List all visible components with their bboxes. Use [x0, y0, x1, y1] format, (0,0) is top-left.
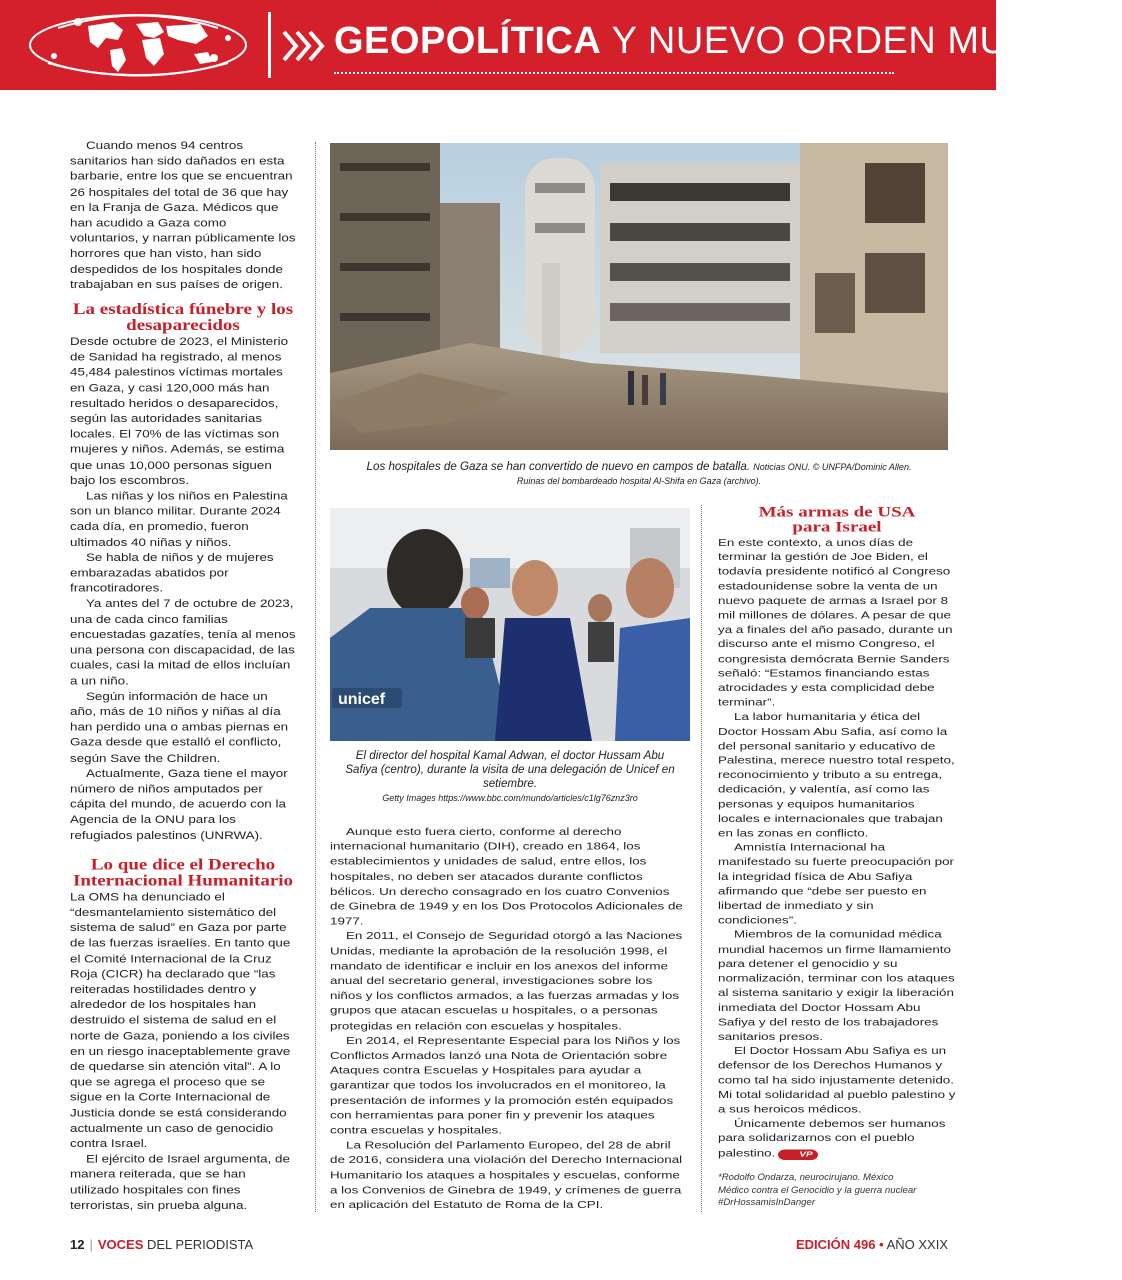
paragraph: La OMS ha denunciado el “desmantelamiento sistemático del sistema de salud” en Gaza por parte de las fuerzas israelíes. En tanto que el Comité Internacional de la Cruz Roja (CICR) ha declarado que “las reiteradas hostilidades dentro y alrededor de los hospitales han destruido el sistema de salud en el norte de Gaza, poniendo a los civiles en un riesgo inaceptablemente grave de quedarse sin atención vital”. A lo que se agrega el proceso que se sigue en la Corte Internacional de Justicia donde se está considerando actualmente un caso de genocidio contra Israel. — [70, 890, 291, 1150]
section-title: GEOPOLÍTICA Y NUEVO ORDEN MUNDIAL — [334, 20, 1122, 62]
photo2-caption — [330, 749, 690, 805]
author-line: *Rodolfo Ondarza, neurocirujano. México — [718, 1172, 894, 1183]
unicef-logo-text: unicef — [338, 691, 386, 708]
paragraph: Según información de hace un año, más de 10 niños y niñas al día han perdido una o ambas piernas en Gaza desde que estalló el conflicto, según Save the Children. — [70, 690, 289, 764]
paragraph: Actualmente, Gaza tiene el mayor número de niños amputados per cápita del mundo, de acuerdo con la Agencia de la ONU para los refugiados palestinos (UNRWA). — [70, 767, 288, 841]
hospital-ruins-photo — [330, 143, 948, 450]
section-header — [0, 0, 1122, 90]
magazine-name: VOCES — [97, 1237, 144, 1252]
unicef-visit-photo — [330, 508, 690, 741]
edition-number: EDICIÓN 496 — [796, 1237, 876, 1252]
year-label: AÑO XXIX — [886, 1237, 948, 1252]
caption-subtext: Ruinas del bombardeado hospital Al-Shifa en Gaza (archivo). — [516, 476, 762, 486]
paragraph: En este contexto, a unos días de terminar la gestión de Joe Biden, el todavía presidente notificó al Congreso estadounidense sobre la venta de un nuevo paquete de armas a Israel por 8 mil millones de dólares. A pesar de que ya a finales del año pasado, durante un discurso ante el mismo Congreso, el congresista demócrata Bernie Sanders señaló: “Estamos financiando estas atrocidades y esta complicidad debe terminar”. — [718, 536, 953, 708]
paragraph: Miembros de la comunidad médica mundial hacemos un firme llamamiento para detener el genocidio y su normalización, terminar con los ataques al sistema sanitario y exigir la liberación inmediata del Doctor Hossam Abu Safiya y del resto de los trabajadores sanitarios presos. — [718, 928, 955, 1042]
middle-column — [330, 824, 686, 1212]
magazine-name-rest: DEL PERIODISTA — [143, 1237, 254, 1252]
paragraph: Aunque esto fuera cierto, conforme al derecho internacional humanitario (DIH), creado en 1864, los establecimientos y unidades de salud, entre ellos, los hospitales, no deben ser atacados durante conflictos bélicos. Un derecho consagrado en los cuatro Convenios de Ginebra de 1949 y en los Dos Protocolos Adicionales de 1977. — [330, 825, 683, 927]
paragraph: Se habla de niños y de mujeres embarazadas abatidos por francotiradores. — [70, 551, 274, 595]
footer-right — [796, 1237, 948, 1252]
page-number: 12 — [70, 1237, 85, 1252]
subheading-derecho-internacional: Lo que dice el Derecho Internacional Humanitario — [72, 856, 294, 890]
paragraph: En 2014, el Representante Especial para los Niños y los Conflictos Armados lanzó una Nota de Orientación sobre Ataques contra Escuelas y Hospitales para ayudar a garantizar que todos los involucrados en el monitoreo, la presentación de informes y la promoción estén equipados con herramientas para poner fin y prevenir los ataques contra escuelas y hospitales. — [330, 1034, 681, 1136]
paragraph: El Doctor Hossam Abu Safiya es un defensor de los Derechos Humanos y como tal ha sido injustamente detenido. Mi total solidaridad al pueblo palestino y a sus heroicos médicos. — [718, 1045, 956, 1115]
paragraph: La Resolución del Parlamento Europeo, del 28 de abril de 2016, considera una violación del Derecho Internacional Humanitario los ataques a hospitales y escuelas, conforme a los Convenios de Ginebra de 1949, y crímenes de guerra en aplicación del Estatuto de Roma de la CPI. — [330, 1139, 683, 1211]
paragraph: Las niñas y los niños en Palestina son un blanco militar. Durante 2024 cada día, en promedio, fueron ultimados 40 niñas y niños. — [70, 489, 288, 548]
closing-text: Únicamente debemos ser humanos para solidarizarnos con el pueblo palestino. — [718, 1117, 946, 1159]
paragraph: Ya antes del 7 de octubre de 2023, una de cada cinco familias encuestadas gazatíes, tenía al menos una persona con discapacidad, de las cuales, casi la mitad de ellos incluían a un niño. — [70, 597, 296, 687]
photo1-caption — [330, 460, 948, 488]
paragraph: La labor humanitaria y ética del Doctor Hossam Abu Safia, así como la del personal sanitario y educativo de Palestina, merece nuestro total respeto, reconocimiento y tributo a su entrega, dedicación, y valentía, así como las personas y equipos humanitarios locales e internacionales que trabajan en las zonas en conflicto. — [718, 711, 955, 839]
footer-left — [70, 1237, 253, 1252]
paragraph — [718, 1116, 956, 1160]
author-line: Médico contra el Genocidio y la guerra nuclear — [718, 1184, 917, 1196]
paragraph: En 2011, el Consejo de Seguridad otorgó a las Naciones Unidas, mediante la aprobación de la resolución 1998, el mandato de identificar e incluir en los anexos del informe anual del secretario general, investigaciones sobre los niños y los conflictos armados, a las fuerzas armadas y los grupos que atacan escuelas u hospitales, o a personas protegidas en relación con escuelas y hospitales. — [330, 930, 683, 1032]
header-dotted-rule — [334, 72, 894, 74]
world-map-logo — [18, 8, 258, 82]
footer-bullet: • — [879, 1237, 884, 1252]
left-column — [70, 138, 296, 1213]
header-divider — [268, 12, 271, 78]
chevrons-icon — [280, 26, 330, 66]
footer-separator: | — [89, 1237, 93, 1252]
right-column — [718, 505, 956, 1160]
subheading-estadistica: La estadística fúnebre y los desaparecidos — [72, 300, 294, 334]
subheading-mas-armas: Más armas de USA para Israel — [758, 504, 916, 536]
caption-credit: Getty Images https://www.bbc.com/mundo/articles/c1lg76znz3ro — [382, 793, 638, 803]
caption-credit: Noticias ONU. © UNFPA/Dominic Allen. — [753, 462, 912, 472]
paragraph: El ejército de Israel argumenta, de manera reiterada, que se han utilizado hospitales con fines terroristas, sin prueba alguna. — [70, 1152, 290, 1212]
caption-text: El director del hospital Kamal Adwan, el doctor Hussam Abu Safiya (centro), durante la visita de una delegación de Unicef en setiembre. — [345, 749, 675, 790]
paragraph: Desde octubre de 2023, el Ministerio de Sanidad ha registrado, al menos 45,484 palestinos víctimas mortales en Gaza, y casi 120,000 más han resultado heridos o desaparecidos, según las autoridades sanitarias locales. El 70% de las víctimas son mujeres y niños. Además, se estima que unas 10,000 personas siguen bajo los escombros. — [70, 335, 289, 487]
author-hashtag: #DrHossamisInDanger — [718, 1197, 816, 1209]
caption-text: Los hospitales de Gaza se han convertido de nuevo en campos de batalla. — [366, 460, 751, 473]
column-rule — [701, 505, 702, 1212]
paragraph: Amnistía Internacional ha manifestado su fuerte preocupación por la integridad física de Abu Safiya afirmando que “debe ser puesto en libertad de inmediato y sin condiciones”. — [718, 841, 954, 926]
paragraph: Cuando menos 94 centros sanitarios han sido dañados en esta barbarie, entre los que se encuentran 26 hospitales del total de 36 que hay en la Franja de Gaza. Médicos que han acudido a Gaza como voluntarios, y narran públicamente los horrores que han visto, han sido despedidos de los hospitales donde trabajaban en sus países de origen. — [70, 139, 296, 291]
vp-end-badge: VP — [778, 1149, 817, 1160]
author-note — [718, 1172, 958, 1210]
column-rule — [315, 142, 316, 1212]
